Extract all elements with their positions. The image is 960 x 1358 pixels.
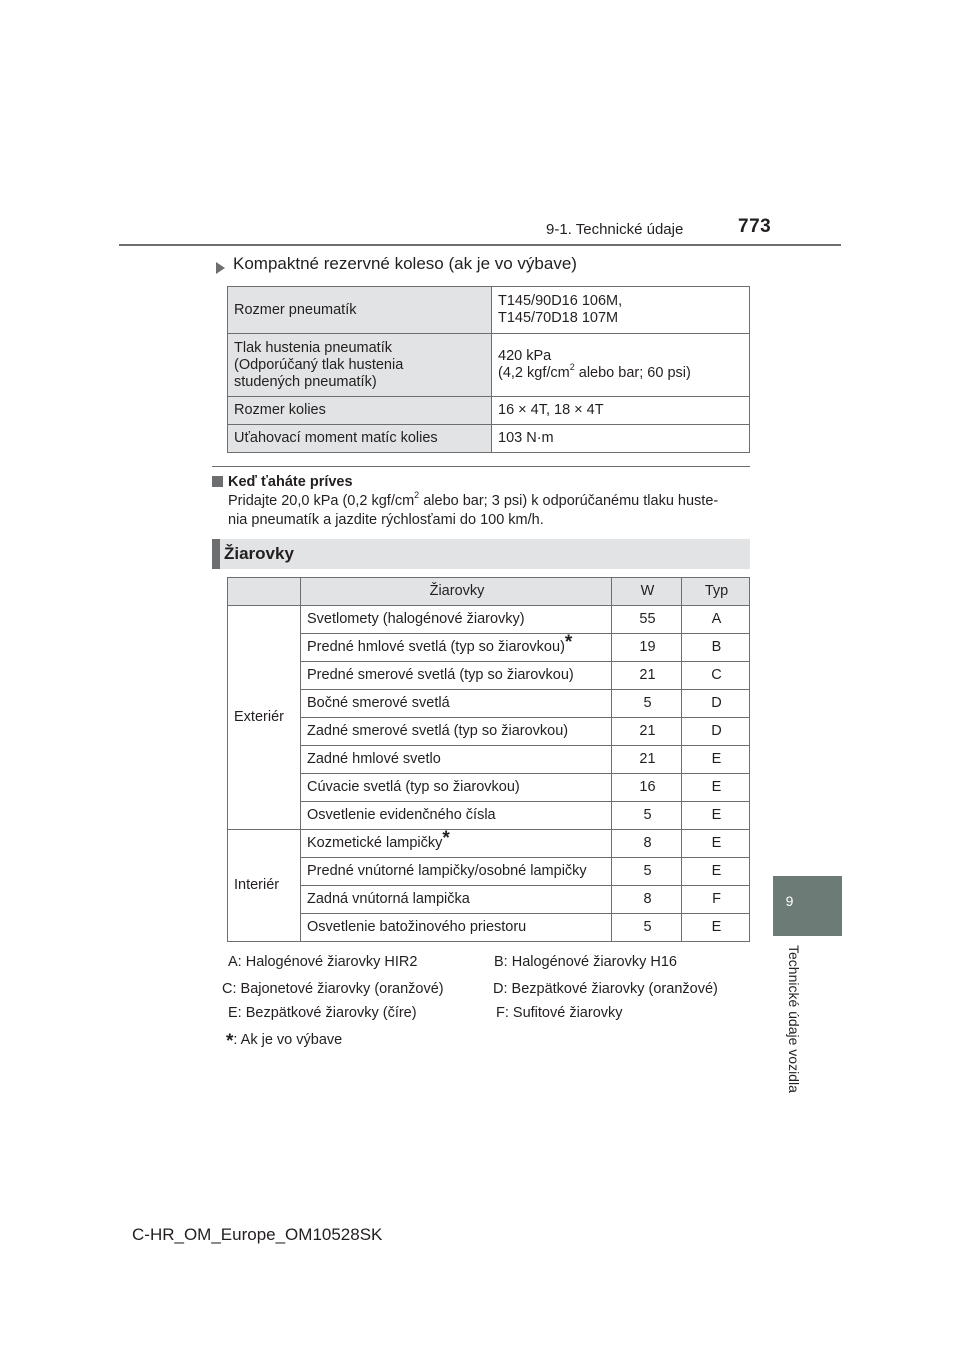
table-row: [228, 425, 750, 453]
bulbs-table: [227, 577, 750, 942]
table-row: [228, 606, 750, 634]
table-row: [228, 830, 750, 858]
bullet-triangle-icon: [216, 262, 225, 274]
section-heading-accent: [212, 539, 220, 569]
towing-text-part: alebo bar; 3 psi) k odporúčanému tlaku huste-: [419, 493, 719, 509]
bulb-name: Svetlomety (halogénové žiarovky): [301, 606, 612, 634]
legend-item: C: Bajonetové žiarovky (oranžové): [222, 981, 444, 997]
bulb-type: A: [682, 606, 750, 634]
bulb-type: D: [682, 718, 750, 746]
bulb-watt: 21: [612, 662, 682, 690]
table-row: [228, 287, 750, 334]
pressure-text: (4,2 kgf/cm: [498, 365, 570, 381]
group-exterior: Exteriér: [228, 606, 301, 830]
header-cell-watt: W: [612, 578, 682, 606]
page-number: 773: [738, 216, 772, 237]
chapter-number: 9: [785, 893, 794, 909]
bulb-type: E: [682, 858, 750, 886]
bulbs-section-title: Žiarovky: [224, 544, 294, 563]
bulb-type: E: [682, 774, 750, 802]
bulb-name: Osvetlenie batožinového priestoru: [301, 914, 612, 942]
header-cell-empty: [228, 578, 301, 606]
towing-text-part: Pridajte 20,0 kPa (0,2 kgf/cm: [228, 493, 415, 509]
table-row: [228, 397, 750, 425]
bulb-type: E: [682, 746, 750, 774]
bulb-name: Predné vnútorné lampičky/osobné lampičky: [301, 858, 612, 886]
bulb-name: Zadné smerové svetlá (typ so žiarovkou): [301, 718, 612, 746]
footnote: [226, 1028, 342, 1050]
bulb-watt: 5: [612, 914, 682, 942]
bulb-watt: 8: [612, 886, 682, 914]
table-row: [228, 634, 750, 662]
bulb-watt: 16: [612, 774, 682, 802]
footnote-text: : Ak je vo výbave: [233, 1032, 343, 1048]
towing-text: [228, 492, 752, 530]
spec-value-line: 420 kPa: [498, 348, 552, 364]
spare-wheel-heading: Kompaktné rezervné koleso (ak je vo výbave): [233, 254, 577, 273]
header-cell-bulb: Žiarovky: [301, 578, 612, 606]
spec-value-line: T145/70D18 107M: [498, 310, 619, 326]
bulb-watt: 5: [612, 690, 682, 718]
bulb-name-text: Predné hmlové svetlá (typ so žiarovkou): [307, 639, 565, 655]
table-row: [228, 662, 750, 690]
table-row: [228, 914, 750, 942]
spec-value-line: [498, 362, 743, 382]
chapter-title: Technické údaje vozidla: [786, 945, 802, 1093]
bulb-watt: 21: [612, 718, 682, 746]
document-id: C-HR_OM_Europe_OM10528SK: [132, 1225, 383, 1244]
superscript: 2: [569, 362, 575, 373]
towing-line: nia pneumatík a jazdite rýchlosťami do 100 km/h.: [228, 512, 544, 528]
towing-title: Keď ťaháte príves: [228, 474, 353, 490]
bulb-name: [301, 830, 612, 858]
pressure-text: alebo bar; 60 psi): [574, 365, 691, 381]
legend-item: A: Halogénové žiarovky HIR2: [228, 954, 418, 970]
table-header-row: [228, 578, 750, 606]
footnote-star: *: [442, 828, 450, 850]
table-row: [228, 334, 750, 397]
chapter-title-vertical: [780, 945, 806, 1105]
bulb-name: Cúvacie svetlá (typ so žiarovkou): [301, 774, 612, 802]
spec-key: [228, 334, 492, 397]
spec-value: [492, 334, 750, 397]
footnote-star: *: [226, 1031, 234, 1052]
table-row: [228, 858, 750, 886]
table-row: [228, 774, 750, 802]
bulb-type: C: [682, 662, 750, 690]
spec-key-line: (Odporúčaný tlak hustenia: [234, 356, 404, 373]
header-cell-type: Typ: [682, 578, 750, 606]
legend-item: F: Sufitové žiarovky: [496, 1005, 623, 1021]
group-interior: Interiér: [228, 830, 301, 942]
spec-value: 103 N·m: [492, 425, 750, 453]
section-divider: [212, 466, 750, 467]
legend-item: E: Bezpätkové žiarovky (číre): [228, 1005, 417, 1021]
footnote-star: *: [564, 632, 573, 654]
legend-item: B: Halogénové žiarovky H16: [494, 954, 677, 970]
spare-wheel-table: [227, 286, 750, 453]
bulb-type: F: [682, 886, 750, 914]
bulb-type: E: [682, 914, 750, 942]
bulb-watt: 5: [612, 858, 682, 886]
header-divider: [119, 244, 841, 246]
bulb-name: [301, 634, 612, 662]
bulb-type: D: [682, 690, 750, 718]
superscript: 2: [414, 490, 420, 501]
square-bullet-icon: [212, 476, 223, 487]
bulb-name: Zadná vnútorná lampička: [301, 886, 612, 914]
bulb-name-text: Kozmetické lampičky: [307, 835, 443, 851]
spec-key: Rozmer pneumatík: [228, 287, 492, 334]
bulb-watt: 55: [612, 606, 682, 634]
bulb-type: B: [682, 634, 750, 662]
bulb-name: Zadné hmlové svetlo: [301, 746, 612, 774]
table-row: [228, 690, 750, 718]
spec-key: Rozmer kolies: [228, 397, 492, 425]
table-row: [228, 886, 750, 914]
table-row: [228, 718, 750, 746]
bulb-watt: 5: [612, 802, 682, 830]
spec-key-line: Tlak hustenia pneumatík: [234, 339, 392, 356]
spec-value-line: T145/90D16 106M,: [498, 293, 623, 309]
bulb-watt: 19: [612, 634, 682, 662]
spec-value: 16 × 4T, 18 × 4T: [492, 397, 750, 425]
bulb-type: E: [682, 830, 750, 858]
legend-item: D: Bezpätkové žiarovky (oranžové): [493, 981, 718, 997]
bulb-name: Osvetlenie evidenčného čísla: [301, 802, 612, 830]
bulb-name: Predné smerové svetlá (typ so žiarovkou): [301, 662, 612, 690]
towing-line: [228, 492, 752, 511]
bulb-watt: 21: [612, 746, 682, 774]
spec-value: [492, 287, 750, 334]
spec-key-line: studených pneumatík): [234, 373, 377, 390]
table-row: [228, 746, 750, 774]
bulb-name: Bočné smerové svetlá: [301, 690, 612, 718]
bulb-type: E: [682, 802, 750, 830]
table-row: [228, 802, 750, 830]
section-title: 9-1. Technické údaje: [546, 221, 684, 238]
spec-key: Uťahovací moment matíc kolies: [228, 425, 492, 453]
bulb-watt: 8: [612, 830, 682, 858]
